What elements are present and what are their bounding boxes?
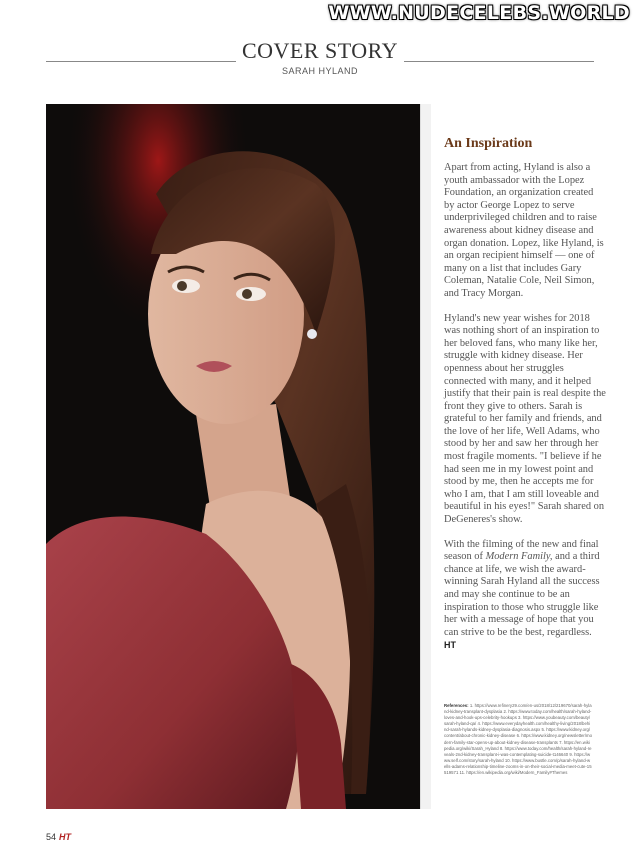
final-text-before: With the filming of the new and final season of: [444, 538, 599, 563]
page-subtitle: SARAH HYLAND: [281, 66, 359, 76]
article-paragraph: Apart from acting, Hyland is also a youth ambassador with the Lopez Foundation, an organization created by actor George Lopez to serve underprivileged children and to raise awareness about kidney disease and organ donation. Lopez, like Hyland, is an organ recipient himself — one of many on a list that includes Gary Coleman, Natalie Cole, Neil Simon, and Tracy Morgan.: [444, 162, 604, 299]
cover-photo: [46, 104, 420, 809]
footer-brand: HT: [59, 832, 72, 842]
article-paragraph: Hyland's new year wishes for 2018 was nothing short of an inspiration to her beloved fans, who many like her, struggle with kidney disease. Her openness about her struggles connected with many, and it helped justify that their pain is real despite the front they give to others. Sarah is grateful to her family and friends, and the love of her life, Well Adams, who stood by her and saw her through her most fragile moments. "I believe if he had seen me in my lowest point and stood by me, then he accepts me for who I am, that I am still loveable and beautiful in his eyes!" Sarah shared on DeGeneres's show.: [444, 312, 606, 526]
sidebar-strip: [420, 104, 431, 809]
show-title-italic: Modern Family,: [485, 551, 553, 563]
watermark: WWW.NUDECELEBS.WORLD: [328, 2, 630, 24]
signoff-mark: HT: [444, 640, 456, 651]
article-column: [444, 136, 606, 665]
references-text: 1. https://www.refinery29.com/en-us/2018/12/219670/sarah-hyland-kidney-transplant-dysplasia 2. https://www.today.com/health/sarah-hyland-loves-and-hook-ups-celebrity-hookups 3. https://www.youbeauty.com/beauty/sarah-hyland-qa/ 4. https://www.everydayhealth.com/healthy-living/2018/behind-sarah-hylands-kidney-dysplasia-diagnosis.aspx 5. https://www.kidney.org/content/about-chronic-kidney-disease 6. https://www.kidney.org/newsletter/modern-family-star-opens-up-about-kidney-disease-transplants 7. https://en.wikipedia.org/wiki/Sarah_Hyland 8. https://www.today.com/health/sarah-hyland-reveals-2nd-kidney-transplant-i-was-contemplating-suicide-t146640 9. https://www.self.com/story/sarah-hyland 10. https://www.bustle.com/p/sarah-hyland-wells-adams-relationship-timeline-zooms-in-on-their-social-media-meet-cute-15519571 11. https://en.wikipedia.org/wiki/Modern_Family#Themes: [444, 703, 592, 776]
page-number: 54: [46, 832, 57, 842]
article-paragraph-final: [444, 539, 606, 653]
references-label: References:: [444, 703, 469, 708]
section-heading: An Inspiration: [444, 136, 533, 151]
final-text-after: and a third chance at life, we wish the award-winning Sarah Hyland all the success and may she continue to be an inspiration to those who struggle like her with a message of hope that you can strive to be the best, regardless.: [444, 551, 600, 638]
references: [444, 703, 592, 776]
page-title: COVER STORY: [241, 38, 399, 63]
page-footer: [46, 832, 71, 842]
